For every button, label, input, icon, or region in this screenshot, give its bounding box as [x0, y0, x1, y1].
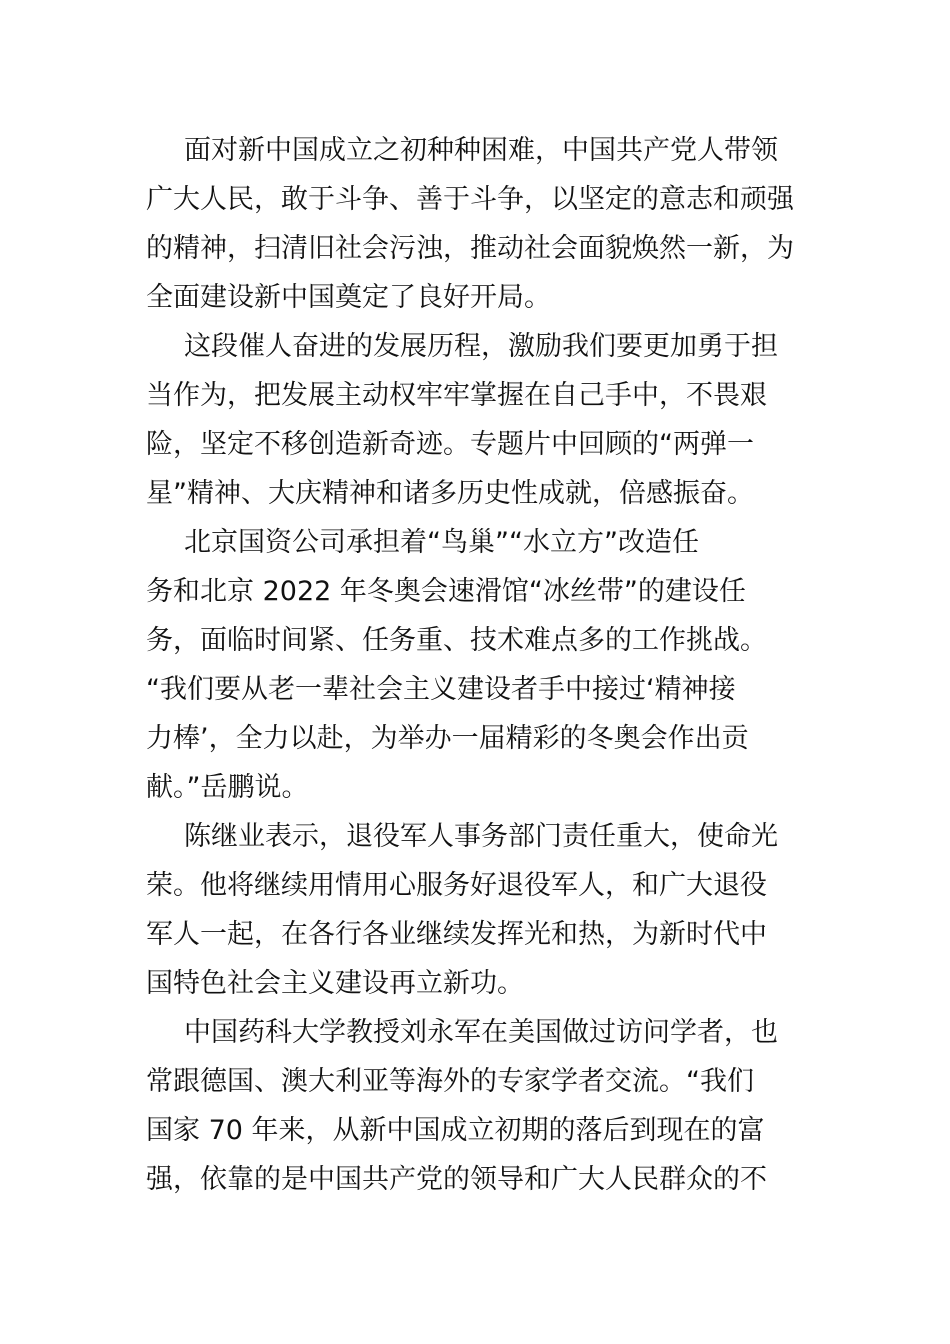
paragraph-line: 北京国资公司承担着“鸟巢”“水立方”改造任	[184, 527, 699, 558]
paragraph-3	[146, 518, 810, 812]
paragraph-line: 全面建设新中国奠定了良好开局。	[146, 282, 551, 313]
paragraph-line: 强，依靠的是中国共产党的领导和广大人民群众的不	[146, 1164, 767, 1195]
paragraph-line: 国特色社会主义建设再立新功。	[146, 968, 524, 999]
paragraph-5	[146, 1008, 810, 1204]
paragraph-1	[146, 126, 810, 322]
paragraph-line: 务和北京 2022 年冬奥会速滑馆“冰丝带”的建设任	[146, 576, 746, 607]
paragraph-line: 务，面临时间紧、任务重、技术难点多的工作挑战。	[146, 625, 767, 656]
paragraph-2	[146, 322, 810, 518]
article-body	[146, 126, 810, 1204]
paragraph-line: 险，坚定不移创造新奇迹。专题片中回顾的“两弹一	[146, 429, 754, 460]
paragraph-line: 国家 70 年来，从新中国成立初期的落后到现在的富	[146, 1115, 765, 1146]
paragraph-line: “我们要从老一辈社会主义建设者手中接过‘精神接	[146, 674, 736, 705]
paragraph-line: 广大人民，敢于斗争、善于斗争，以坚定的意志和顽强	[146, 184, 794, 215]
paragraph-line: 中国药科大学教授刘永军在美国做过访问学者，也	[184, 1017, 778, 1048]
paragraph-line: 星”精神、大庆精神和诸多历史性成就，倍感振奋。	[146, 478, 754, 509]
paragraph-line: 面对新中国成立之初种种困难，中国共产党人带领	[184, 135, 778, 166]
paragraph-line: 力棒’，全力以赴，为举办一届精彩的冬奥会作出贡	[146, 723, 749, 754]
paragraph-line: 常跟德国、澳大利亚等海外的专家学者交流。“我们	[146, 1066, 754, 1097]
paragraph-line: 这段催人奋进的发展历程，激励我们要更加勇于担	[184, 331, 778, 362]
paragraph-line: 军人一起，在各行各业继续发挥光和热，为新时代中	[146, 919, 767, 950]
paragraph-4	[146, 812, 810, 1008]
paragraph-line: 的精神，扫清旧社会污浊，推动社会面貌焕然一新，为	[146, 233, 794, 264]
paragraph-line: 当作为，把发展主动权牢牢掌握在自己手中，不畏艰	[146, 380, 767, 411]
paragraph-line: 献。”岳鹏说。	[146, 772, 309, 803]
paragraph-line: 荣。他将继续用情用心服务好退役军人，和广大退役	[146, 870, 767, 901]
paragraph-line: 陈继业表示，退役军人事务部门责任重大，使命光	[184, 821, 778, 852]
